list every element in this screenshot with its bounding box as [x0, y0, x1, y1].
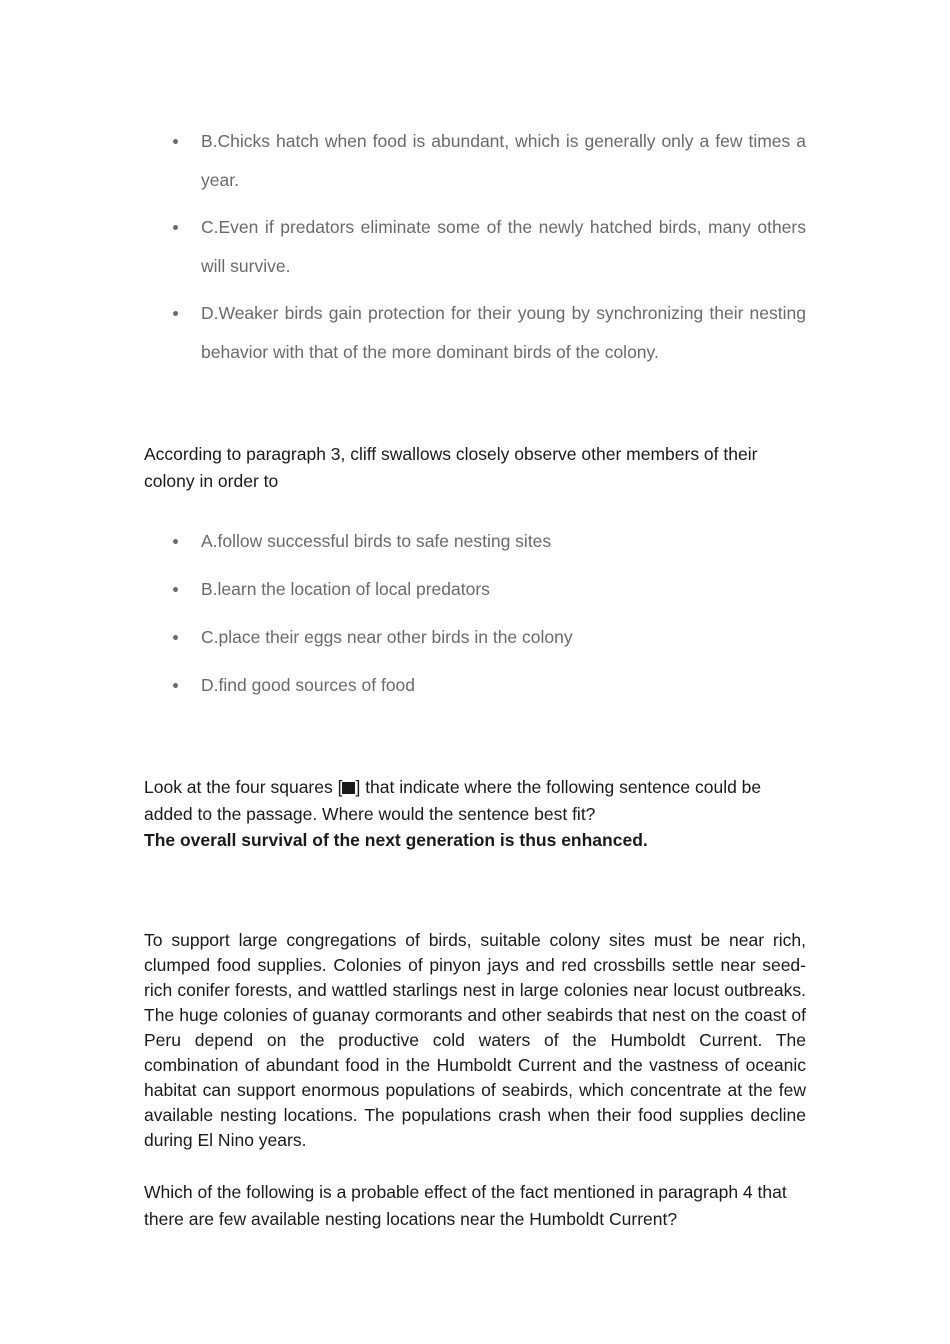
option-b[interactable]: B.learn the location of local predators [144, 577, 806, 601]
option-c[interactable]: C.Even if predators eliminate some of the newly hatched birds, many others will survive. [144, 208, 806, 285]
paragraph-4: To support large congregations of birds, suitable colony sites must be near rich, clumped food supplies. Colonies of pinyon jays and red crossbills settle near seed-rich conifer forests, and wattled starlings nest in large colonies near locust outbreaks. The huge colonies of guanay cormorants and other seabirds that nest on the coast of Peru depend on the productive cold waters of the Humboldt Current. The combination of abundant food in the Humboldt Current and the vastness of oceanic habitat can support enormous populations of seabirds, which concentrate at the few available nesting locations. The populations crash when their food supplies decline during El Nino years. [144, 930, 806, 1150]
question2-options [144, 529, 806, 721]
question2-prompt: According to paragraph 3, cliff swallows closely observe other members of their colony in order to [144, 444, 758, 491]
option-a[interactable]: A.follow successful birds to safe nesting sites [144, 529, 806, 553]
question4-prompt: Which of the following is a probable effect of the fact mentioned in paragraph 4 that there are few available nesting locations near the Humboldt Current? [144, 1182, 787, 1229]
question3 [144, 774, 806, 854]
prompt-text-before: Look at the four squares [ [144, 777, 343, 797]
option-d[interactable]: D.find good sources of food [144, 673, 806, 697]
prompt-text-after: ] that indicate where the following sentence could be added to the passage. Where would the sentence best fit? [144, 777, 762, 824]
option-c[interactable]: C.place their eggs near other birds in the colony [144, 625, 806, 649]
insert-sentence: The overall survival of the next generation is thus enhanced. [144, 830, 648, 850]
question3-prompt [144, 774, 806, 827]
question1-options [144, 122, 806, 380]
option-b[interactable]: B.Chicks hatch when food is abundant, which is generally only a few times a year. [144, 122, 806, 199]
option-d[interactable]: D.Weaker birds gain protection for their young by synchronizing their nesting behavior with that of the more dominant birds of the colony. [144, 294, 806, 371]
black-square-icon [342, 782, 355, 794]
